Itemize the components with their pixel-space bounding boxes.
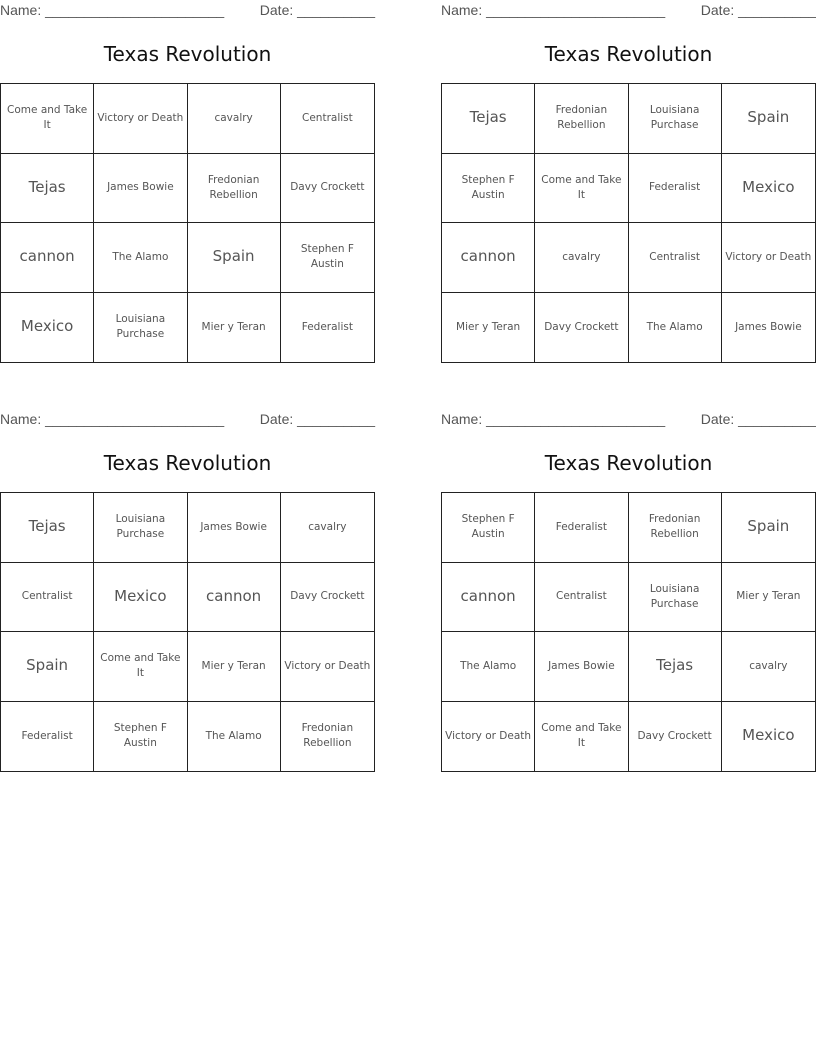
bingo-cell: Victory or Death — [281, 632, 374, 702]
date-field-label: Date: __________ — [259, 2, 375, 18]
card-title: Texas Revolution — [103, 451, 272, 475]
bingo-cell: James Bowie — [735, 320, 802, 333]
bingo-cell: Davy Crockett — [281, 154, 374, 224]
bingo-cell: Spain — [722, 493, 815, 563]
name-date-row — [441, 0, 816, 22]
bingo-cell: cavalry — [281, 493, 374, 563]
bingo-cell: Federalist — [535, 493, 628, 563]
bingo-cell: Victory or Death — [442, 702, 535, 772]
bingo-cell: cavalry — [188, 84, 281, 154]
bingo-cell: Spain — [722, 84, 815, 154]
bingo-cell: Mexico — [1, 293, 94, 363]
bingo-cell: Come and Take It — [535, 702, 628, 772]
bingo-cell: Federalist — [629, 154, 722, 224]
bingo-grid — [441, 492, 816, 772]
name-field-label: Name: _______________________ — [0, 2, 225, 18]
bingo-cell: Federalist — [1, 702, 94, 772]
bingo-cell: Louisiana Purchase — [94, 293, 187, 363]
bingo-cell: Mier y Teran — [722, 563, 815, 633]
card-title: Texas Revolution — [544, 42, 713, 66]
bingo-cell: Fredonian Rebellion — [301, 722, 354, 750]
bingo-cell: Tejas — [629, 632, 722, 702]
bingo-cell: Stephen F Austin — [442, 154, 535, 224]
bingo-cell: cavalry — [535, 223, 628, 293]
bingo-cell: Tejas — [1, 154, 94, 224]
date-field-label: Date: __________ — [700, 2, 816, 18]
date-field-label: Date: __________ — [700, 411, 816, 427]
bingo-cell: Come and Take It — [535, 154, 628, 224]
name-field-label: Name: _______________________ — [441, 411, 666, 427]
bingo-cell: James Bowie — [188, 493, 281, 563]
bingo-cell: Centralist — [629, 223, 722, 293]
bingo-cell: cannon — [188, 563, 281, 633]
bingo-grid — [0, 492, 375, 772]
bingo-card-1 — [0, 0, 375, 341]
name-date-row — [441, 409, 816, 431]
name-field-label: Name: _______________________ — [441, 2, 666, 18]
bingo-cell: Davy Crockett — [281, 563, 374, 633]
bingo-cell: Fredonian Rebellion — [535, 84, 628, 154]
bingo-cell: Stephen F Austin — [281, 223, 374, 293]
bingo-cell: Tejas — [442, 84, 535, 154]
bingo-cell: Mier y Teran — [188, 293, 281, 363]
bingo-cell: Tejas — [1, 493, 94, 563]
bingo-grid — [0, 83, 375, 363]
name-date-row — [0, 409, 375, 431]
bingo-cell: Fredonian Rebellion — [629, 493, 722, 563]
bingo-cell: Come and Take It — [1, 84, 94, 154]
bingo-cell: Centralist — [535, 563, 628, 633]
card-title: Texas Revolution — [103, 42, 272, 66]
bingo-cell: Victory or Death — [94, 84, 187, 154]
name-field-label: Name: _______________________ — [0, 411, 225, 427]
bingo-cell: Mier y Teran — [188, 632, 281, 702]
bingo-cell: cavalry — [722, 632, 815, 702]
bingo-cell: Mexico — [742, 726, 795, 745]
bingo-cell: The Alamo — [94, 223, 187, 293]
bingo-cell: Centralist — [1, 563, 94, 633]
bingo-cell: James Bowie — [94, 154, 187, 224]
bingo-cell: Centralist — [281, 84, 374, 154]
bingo-cell: Mexico — [722, 154, 815, 224]
bingo-cell: cannon — [442, 223, 535, 293]
bingo-cell: Louisiana Purchase — [629, 84, 722, 154]
bingo-cell: The Alamo — [188, 702, 281, 772]
bingo-cell: Davy Crockett — [629, 702, 722, 772]
bingo-cell: Stephen F Austin — [442, 493, 535, 563]
bingo-cell: Stephen F Austin — [94, 702, 187, 772]
bingo-grid — [441, 83, 816, 363]
card-title: Texas Revolution — [544, 451, 713, 475]
bingo-cell: Spain — [188, 223, 281, 293]
bingo-cell: Davy Crockett — [535, 293, 628, 363]
bingo-cell: cannon — [1, 223, 94, 293]
bingo-cell: Spain — [1, 632, 94, 702]
bingo-cell: Come and Take It — [94, 632, 187, 702]
bingo-card-3 — [0, 409, 375, 750]
bingo-cell: James Bowie — [535, 632, 628, 702]
bingo-cell: The Alamo — [442, 632, 535, 702]
bingo-cell: Fredonian Rebellion — [188, 154, 281, 224]
name-date-row — [0, 0, 375, 22]
bingo-card-4 — [441, 409, 816, 750]
bingo-cell: Mier y Teran — [442, 293, 535, 363]
bingo-cell: Louisiana Purchase — [629, 563, 722, 633]
bingo-cell: Victory or Death — [722, 223, 815, 293]
bingo-cell: Louisiana Purchase — [94, 493, 187, 563]
bingo-card-2 — [441, 0, 816, 333]
bingo-cell: The Alamo — [629, 293, 722, 363]
bingo-cell: cannon — [442, 563, 535, 633]
bingo-cell: Mexico — [94, 563, 187, 633]
date-field-label: Date: __________ — [259, 411, 375, 427]
bingo-cell: Federalist — [301, 320, 353, 333]
